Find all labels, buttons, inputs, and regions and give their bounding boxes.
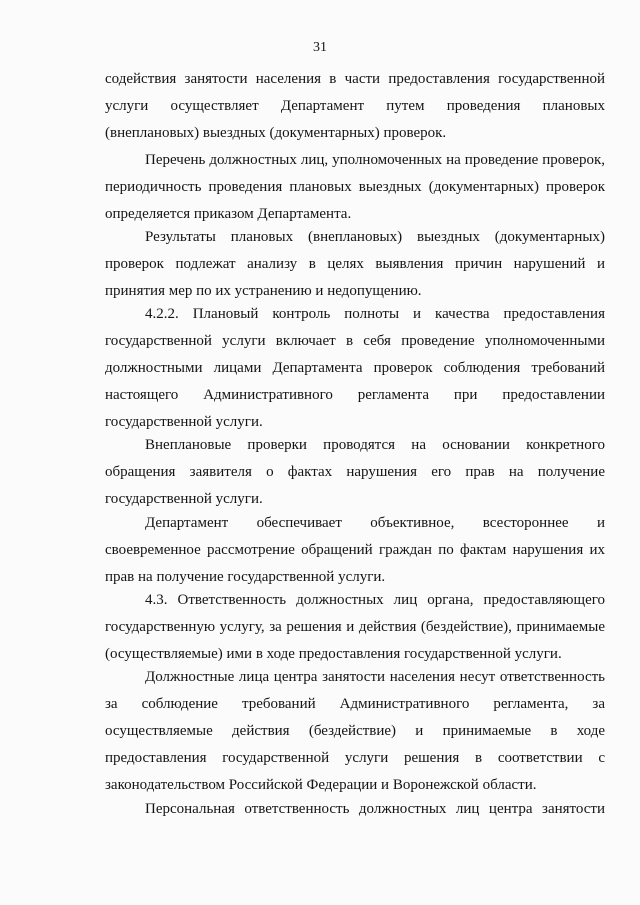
page-number: 31 xyxy=(313,40,327,55)
text-line: государственной услуги. xyxy=(105,414,263,430)
text-line: законодательством Российской Федерации и Воронежской области. xyxy=(105,777,537,793)
text-line: Перечень должностных лиц, уполномоченных на проведение проверок, xyxy=(145,152,605,168)
text-line: осуществляемые действия (бездействие) и принимаемые в ходе xyxy=(105,723,605,739)
text-line: Персональная ответственность должностных лиц центра занятости xyxy=(145,801,605,817)
text-line: Должностные лица центра занятости населения несут ответственность xyxy=(145,669,605,685)
text-line: обращения заявителя о фактах нарушения его прав на получение xyxy=(105,464,605,480)
text-line: Внеплановые проверки проводятся на основании конкретного xyxy=(145,437,605,453)
text-line: содействия занятости населения в части предоставления государственной xyxy=(105,71,605,87)
text-line: Результаты плановых (внеплановых) выездных (документарных) xyxy=(145,229,605,245)
text-line: государственную услугу, за решения и действия (бездействие), принимаемые xyxy=(105,619,605,635)
text-line: государственной услуги включает в себя проведение уполномоченными xyxy=(105,333,605,349)
text-line: периодичность проведения плановых выездных (документарных) проверок xyxy=(105,179,605,195)
text-line: за соблюдение требований Административного регламента, за xyxy=(105,696,605,712)
text-line: 4.2.2. Плановый контроль полноты и качества предоставления xyxy=(145,306,605,322)
text-line: прав на получение государственной услуги. xyxy=(105,569,386,585)
text-line: (внеплановых) выездных (документарных) проверок. xyxy=(105,125,447,141)
text-line: определяется приказом Департамента. xyxy=(105,206,352,222)
text-line: государственной услуги. xyxy=(105,491,263,507)
text-line: предоставления государственной услуги решения в соответствии с xyxy=(105,750,605,766)
text-line: (осуществляемые) ими в ходе предоставления государственной услуги. xyxy=(105,646,562,662)
text-line: 4.3. Ответственность должностных лиц органа, предоставляющего xyxy=(145,592,605,608)
text-line: принятия мер по их устранению и недопущению. xyxy=(105,283,422,299)
text-line: должностными лицами Департамента проверок соблюдения требований xyxy=(105,360,605,376)
text-line: Департамент обеспечивает объективное, всестороннее и xyxy=(145,515,605,531)
text-line: настоящего Административного регламента при предоставлении xyxy=(105,387,605,403)
text-line: своевременное рассмотрение обращений граждан по фактам нарушения их xyxy=(105,542,605,558)
text-line: проверок подлежат анализу в целях выявления причин нарушений и xyxy=(105,256,605,272)
text-line: услуги осуществляет Департамент путем проведения плановых xyxy=(105,98,605,114)
